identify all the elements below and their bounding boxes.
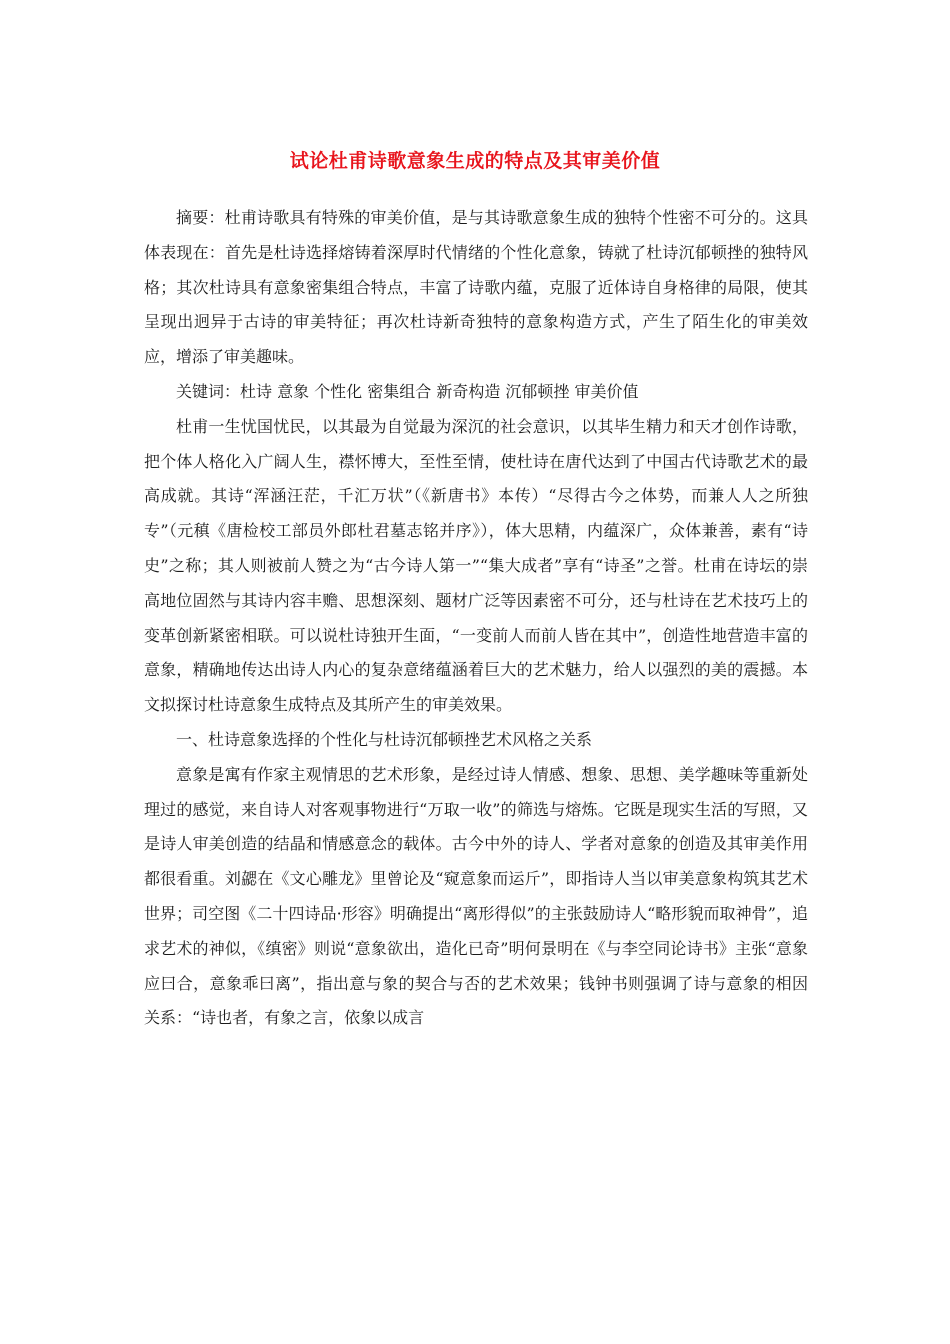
document-title: 试论杜甫诗歌意象生成的特点及其审美价值 (289, 150, 661, 172)
section-heading: 一、杜诗意象选择的个性化与杜诗沉郁顿挫艺术风格之关系 (176, 729, 593, 749)
document-body (144, 201, 808, 1036)
keywords-paragraph: 关键词：杜诗 意象 个性化 密集组合 新奇构造 沉郁顿挫 审美价值 (176, 381, 639, 401)
body-paragraph: 杜甫一生忧国忧民，以其最为自觉最为深沉的社会意识，以其毕生精力和天才创作诗歌，把个体人格化入广阔人生，襟怀博大，至性至情，使杜诗在唐代达到了中国古代诗歌艺术的最高成就。其诗“浑涵汪茫，千汇万状”（《新唐书》本传）“尽得古今之体势，而兼人人之所独专”（元稹《唐检校工部员外郎杜君墓志铭并序》），体大思精，内蕴深广，众体兼善，素有“诗史”之称；其人则被前人赞之为“古今诗人第一”“集大成者”享有“诗圣”之誉。杜甫在诗坛的崇高地位固然与其诗内容丰赡、思想深刻、题材广泛等因素密不可分，还与杜诗在艺术技巧上的变革创新紧密相联。可以说杜诗独开生面，“一变前人而前人皆在其中”，创造性地营造丰富的意象，精确地传达出诗人内心的复杂意绪蕴涵着巨大的艺术魅力，给人以强烈的美的震撼。本文拟探讨杜诗意象生成特点及其所产生的审美效果。 (144, 416, 808, 715)
abstract-paragraph: 摘要：杜甫诗歌具有特殊的审美价值，是与其诗歌意象生成的独特个性密不可分的。这具体表现在：首先是杜诗选择熔铸着深厚时代情绪的个性化意象，铸就了杜诗沉郁顿挫的独特风格；其次杜诗具有意象密集组合特点，丰富了诗歌内蕴，克服了近体诗自身格律的局限，使其呈现出迥异于古诗的审美特征；再次杜诗新奇独特的意象构造方式，产生了陌生化的审美效应，增添了审美趣味。 (144, 208, 808, 367)
body-paragraph: 意象是寓有作家主观情思的艺术形象，是经过诗人情感、想象、思想、美学趣味等重新处理过的感觉，来自诗人对客观事物进行“万取一收”的筛选与熔炼。它既是现实生活的写照，又是诗人审美创造的结晶和情感意念的载体。古今中外的诗人、学者对意象的创造及其审美作用都很看重。刘勰在《文心雕龙》里曾论及“窥意象而运斤”，即指诗人当以审美意象构筑其艺术世界；司空图《二十四诗品·形容》明确提出“离形得似”的主张鼓励诗人“略形貌而取神骨”，追求艺术的神似，《缜密》则说“意象欲出，造化已奇”明何景明在《与李空同论诗书》主张“意象应曰合，意象乖曰离”，指出意与象的契合与否的艺术效果；钱钟书则强调了诗与意象的相因关系：“诗也者，有象之言，依象以成言 (144, 764, 808, 1028)
